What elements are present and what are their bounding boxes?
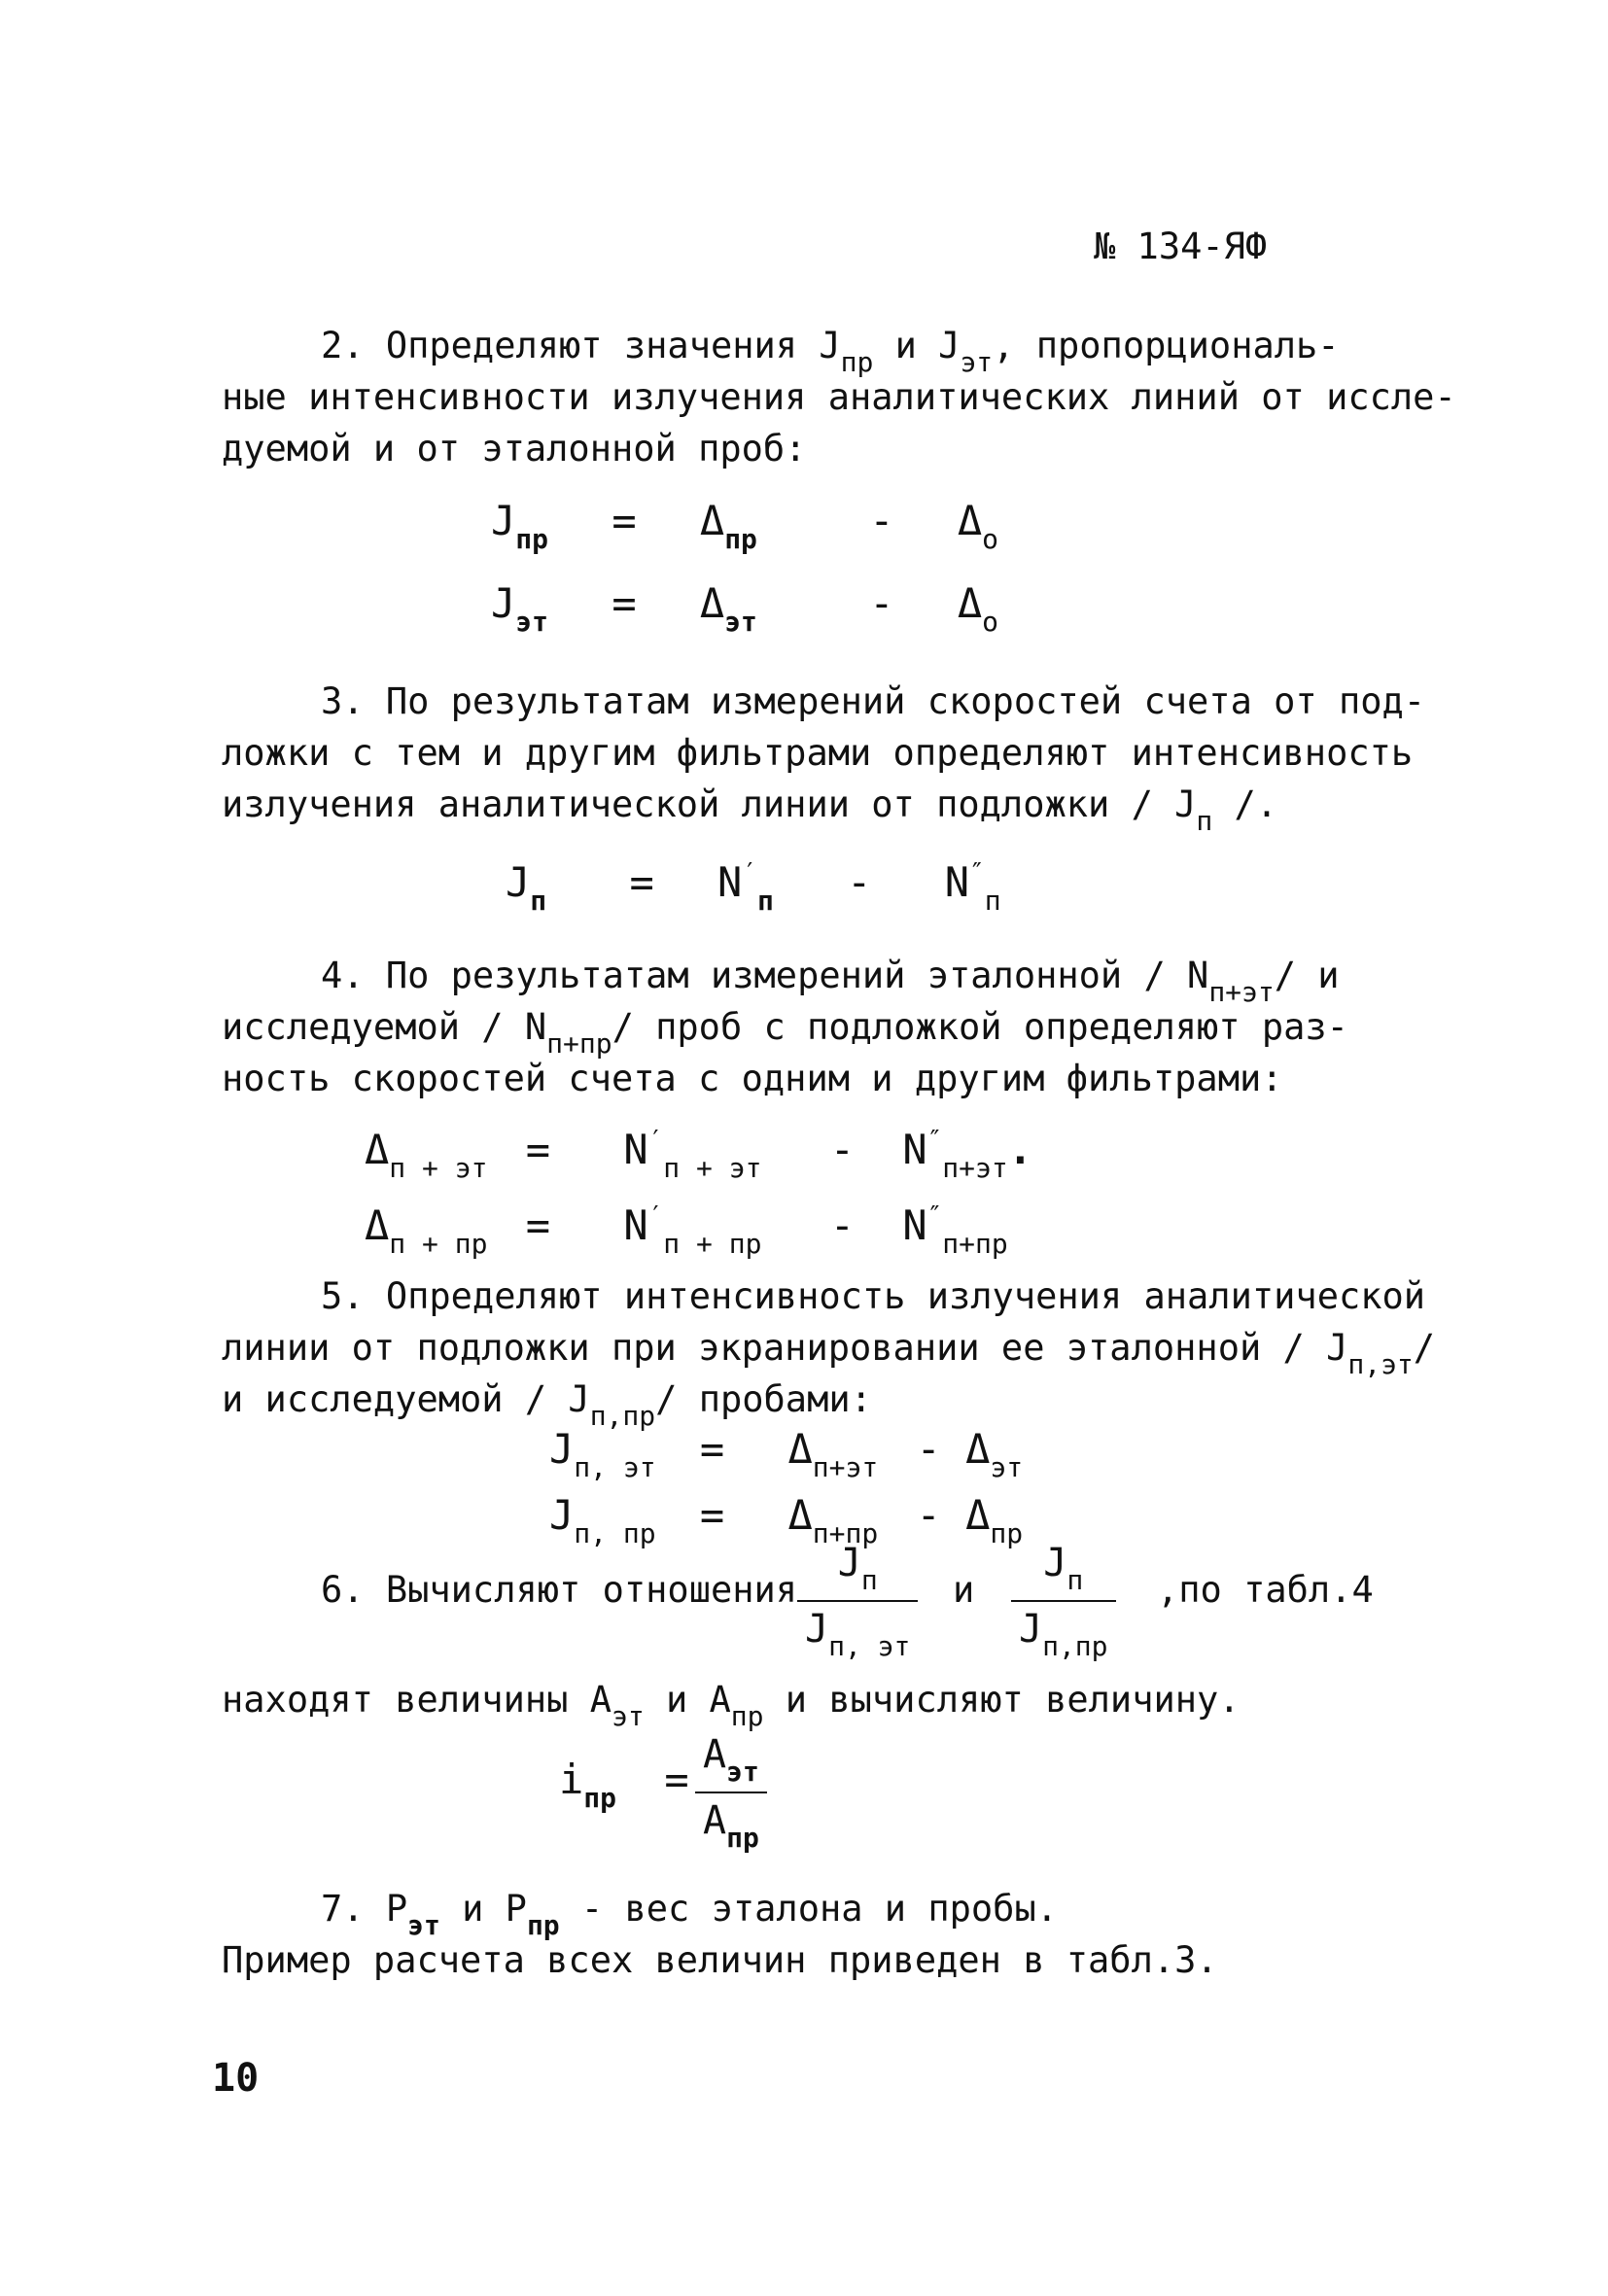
formula-j-p-et bbox=[549, 1425, 1024, 1483]
f-sub: п + пр bbox=[389, 1228, 488, 1260]
p7-sub1: эт bbox=[407, 1909, 440, 1941]
f-sub: эт bbox=[726, 1756, 759, 1788]
p3-line3 bbox=[222, 783, 1278, 837]
f-sym: Ј bbox=[837, 1541, 861, 1585]
p2-mid: и Ј bbox=[873, 325, 961, 366]
f-sup: ′ bbox=[742, 858, 757, 887]
f-sub: п bbox=[757, 885, 774, 917]
formula-i-pr-lhs bbox=[559, 1756, 689, 1814]
f-sym: A bbox=[703, 1732, 727, 1777]
f-sub: п+пр bbox=[812, 1517, 879, 1549]
f-sup: ′ bbox=[647, 1201, 664, 1231]
formula-j-p-pr bbox=[549, 1491, 1024, 1549]
fraction-numerator bbox=[1035, 1541, 1091, 1600]
p4-line2 bbox=[222, 1006, 1348, 1060]
p5-sub2: п,пр bbox=[589, 1400, 656, 1432]
f-eq: = bbox=[664, 1756, 689, 1803]
p7-mid: и P bbox=[439, 1888, 527, 1930]
f-sym: N bbox=[902, 1201, 927, 1249]
p4-line1-b: / и bbox=[1274, 955, 1340, 996]
p2-end: , пропорциональ- bbox=[993, 325, 1340, 366]
p5-line2 bbox=[222, 1327, 1436, 1380]
f-sym: Δ bbox=[787, 1491, 813, 1539]
p4-sub2: п+пр bbox=[546, 1027, 612, 1060]
p7-line1 bbox=[321, 1888, 1059, 1941]
f-sub: пр bbox=[724, 523, 757, 555]
p7-line1-b: - вес эталона и пробы. bbox=[559, 1888, 1059, 1930]
p2-line1 bbox=[321, 325, 1340, 378]
f-minus: - bbox=[916, 1491, 941, 1539]
formula-j-p bbox=[506, 860, 1001, 915]
f-sub: п bbox=[984, 885, 1001, 917]
p6-sub2: пр bbox=[730, 1700, 764, 1732]
f-minus: - bbox=[869, 497, 894, 544]
page-number: 10 bbox=[212, 2056, 260, 2101]
f-sub: эт bbox=[515, 606, 549, 638]
f-sym: Ј bbox=[1043, 1541, 1067, 1585]
p6-lead: 6. Вычисляют отношения bbox=[321, 1569, 798, 1611]
f-sub: пр bbox=[990, 1517, 1024, 1549]
f-sym: Ј bbox=[1019, 1607, 1043, 1652]
f-sym: Δ bbox=[699, 497, 725, 544]
f-minus: - bbox=[829, 1201, 856, 1249]
f-sym: N bbox=[717, 858, 743, 906]
f-eq: = bbox=[612, 579, 637, 627]
f-sym: i bbox=[559, 1756, 584, 1803]
p6-line2-a: находят величины A bbox=[222, 1679, 612, 1721]
f-sub: о bbox=[982, 606, 998, 638]
f-sym: Δ bbox=[957, 497, 983, 544]
f-sym: N bbox=[623, 1201, 648, 1249]
p6-sub1: эт bbox=[611, 1700, 645, 1732]
p7-sub2: пр bbox=[526, 1909, 560, 1941]
f-sub: о bbox=[982, 523, 998, 555]
p4-line3: ность скоростей счета с одним и другим фильтрами: bbox=[222, 1058, 1283, 1099]
f-eq: = bbox=[699, 1425, 725, 1473]
p3-sub: п bbox=[1196, 805, 1213, 837]
f-eq: = bbox=[612, 497, 637, 544]
formula-delta-p-et bbox=[365, 1128, 1032, 1182]
f-sub: п+эт bbox=[812, 1451, 879, 1483]
p2-sub1: пр bbox=[840, 346, 874, 378]
p3-line1: 3. По результатам измерений скоростей счета от под- bbox=[321, 680, 1426, 722]
fraction-a-et-over-a-pr bbox=[695, 1732, 767, 1854]
f-sup: ″ bbox=[926, 1201, 943, 1231]
p3-line2: ложки с тем и другим фильтрами определяют интенсивность bbox=[222, 732, 1414, 774]
fraction-jp-over-jp-pr bbox=[1011, 1541, 1116, 1662]
f-sym: Ј bbox=[549, 1425, 575, 1473]
f-sym: N bbox=[623, 1126, 648, 1173]
f-sym: A bbox=[703, 1798, 727, 1843]
f-sym: Δ bbox=[365, 1201, 390, 1249]
p2-sub2: эт bbox=[960, 346, 994, 378]
p3-line3-b: /. bbox=[1212, 783, 1278, 825]
f-sym: Δ bbox=[365, 1126, 390, 1173]
f-end: . bbox=[1007, 1126, 1033, 1173]
p5-line2-a: линии от подложки при экранировании ее эталонной / Ј bbox=[222, 1327, 1348, 1369]
fraction-numerator bbox=[695, 1732, 767, 1792]
f-sub: п+пр bbox=[942, 1228, 1008, 1260]
fraction-denominator bbox=[695, 1792, 767, 1852]
p6-line2 bbox=[222, 1679, 1241, 1732]
p3-line3-a: излучения аналитической линии от подложки / Ј bbox=[222, 783, 1197, 825]
f-sub: эт bbox=[724, 606, 757, 638]
p7-line1-a: 7. P bbox=[321, 1888, 408, 1930]
f-sub: п,пр bbox=[1042, 1630, 1108, 1662]
fraction-denominator bbox=[797, 1600, 918, 1660]
f-sym: N bbox=[902, 1126, 927, 1173]
f-eq: = bbox=[699, 1491, 725, 1539]
f-sub: п, эт bbox=[828, 1630, 911, 1662]
p5-line1: 5. Определяют интенсивность излучения аналитической bbox=[321, 1275, 1426, 1317]
formula-j-et bbox=[491, 579, 998, 638]
f-sub: пр bbox=[515, 523, 549, 555]
f-sub: п + эт bbox=[389, 1152, 488, 1184]
p7-line2: Пример расчета всех величин приведен в табл.3. bbox=[222, 1939, 1218, 1981]
doc-number: № 134-ЯФ bbox=[1094, 226, 1268, 267]
formula-delta-p-pr bbox=[365, 1203, 1008, 1258]
f-sym: Ј bbox=[549, 1491, 575, 1539]
f-sym: Δ bbox=[965, 1491, 991, 1539]
p4-line2-a: исследуемой / N bbox=[222, 1006, 547, 1048]
f-sub: пр bbox=[726, 1822, 759, 1854]
p6-tail: ,по табл.4 bbox=[1157, 1569, 1374, 1611]
f-minus: - bbox=[916, 1425, 941, 1473]
p5-line3-b: / пробами: bbox=[655, 1378, 872, 1420]
fraction-denominator bbox=[1011, 1600, 1116, 1660]
f-sym: N bbox=[944, 858, 970, 906]
f-minus: - bbox=[869, 579, 894, 627]
f-sub: эт bbox=[990, 1451, 1024, 1483]
p2-line2: ные интенсивности излучения аналитических линий от иссле- bbox=[222, 376, 1456, 418]
f-sym: Δ bbox=[699, 579, 725, 627]
p5-line3-a: и исследуемой / Ј bbox=[222, 1378, 590, 1420]
f-sub: п, пр bbox=[574, 1517, 656, 1549]
f-sym: Δ bbox=[965, 1425, 991, 1473]
f-sup: ′ bbox=[647, 1126, 664, 1155]
p5-line3 bbox=[222, 1378, 872, 1432]
f-sub: п bbox=[860, 1564, 878, 1596]
f-sub: п, эт bbox=[574, 1451, 656, 1483]
f-sub: пр bbox=[583, 1782, 617, 1814]
formula-j-pr bbox=[491, 497, 998, 555]
f-sym: Δ bbox=[787, 1425, 813, 1473]
f-sym: Δ bbox=[957, 579, 983, 627]
f-eq: = bbox=[525, 1126, 551, 1173]
p4-line2-b: / проб с подложкой определяют раз- bbox=[612, 1006, 1348, 1048]
f-minus: - bbox=[829, 1126, 856, 1173]
f-sym: Ј bbox=[491, 579, 516, 627]
fraction-numerator bbox=[830, 1541, 886, 1600]
p4-sub1: п+эт bbox=[1208, 976, 1275, 1008]
f-eq: = bbox=[629, 858, 654, 906]
p2-line3: дуемой и от эталонной проб: bbox=[222, 428, 807, 470]
p4-line1 bbox=[321, 957, 1340, 1006]
f-sym: Ј bbox=[805, 1607, 829, 1652]
f-sym: Ј bbox=[506, 858, 531, 906]
p2-line1-a: 2. Определяют значения Ј bbox=[321, 325, 841, 366]
p5-line2-b: / bbox=[1413, 1327, 1436, 1369]
f-sub: п bbox=[1066, 1564, 1084, 1596]
fraction-jp-over-jp-et bbox=[797, 1541, 918, 1662]
f-sym: Ј bbox=[491, 497, 516, 544]
p6-line2-b: и вычисляют величину. bbox=[763, 1679, 1241, 1721]
p5-sub1: п,эт bbox=[1347, 1348, 1414, 1380]
f-minus: - bbox=[847, 858, 872, 906]
p6-and: и bbox=[953, 1569, 975, 1611]
f-sub: п bbox=[530, 885, 547, 917]
f-sub: п + пр bbox=[663, 1228, 762, 1260]
p4-line1-a: 4. По результатам измерений эталонной / N bbox=[321, 955, 1209, 996]
f-sup: ″ bbox=[969, 858, 985, 887]
f-sub: п + эт bbox=[663, 1152, 762, 1184]
f-sub: п+эт bbox=[942, 1152, 1008, 1184]
f-sup: ″ bbox=[926, 1126, 943, 1155]
p6-mid: и A bbox=[644, 1679, 731, 1721]
f-eq: = bbox=[525, 1201, 551, 1249]
